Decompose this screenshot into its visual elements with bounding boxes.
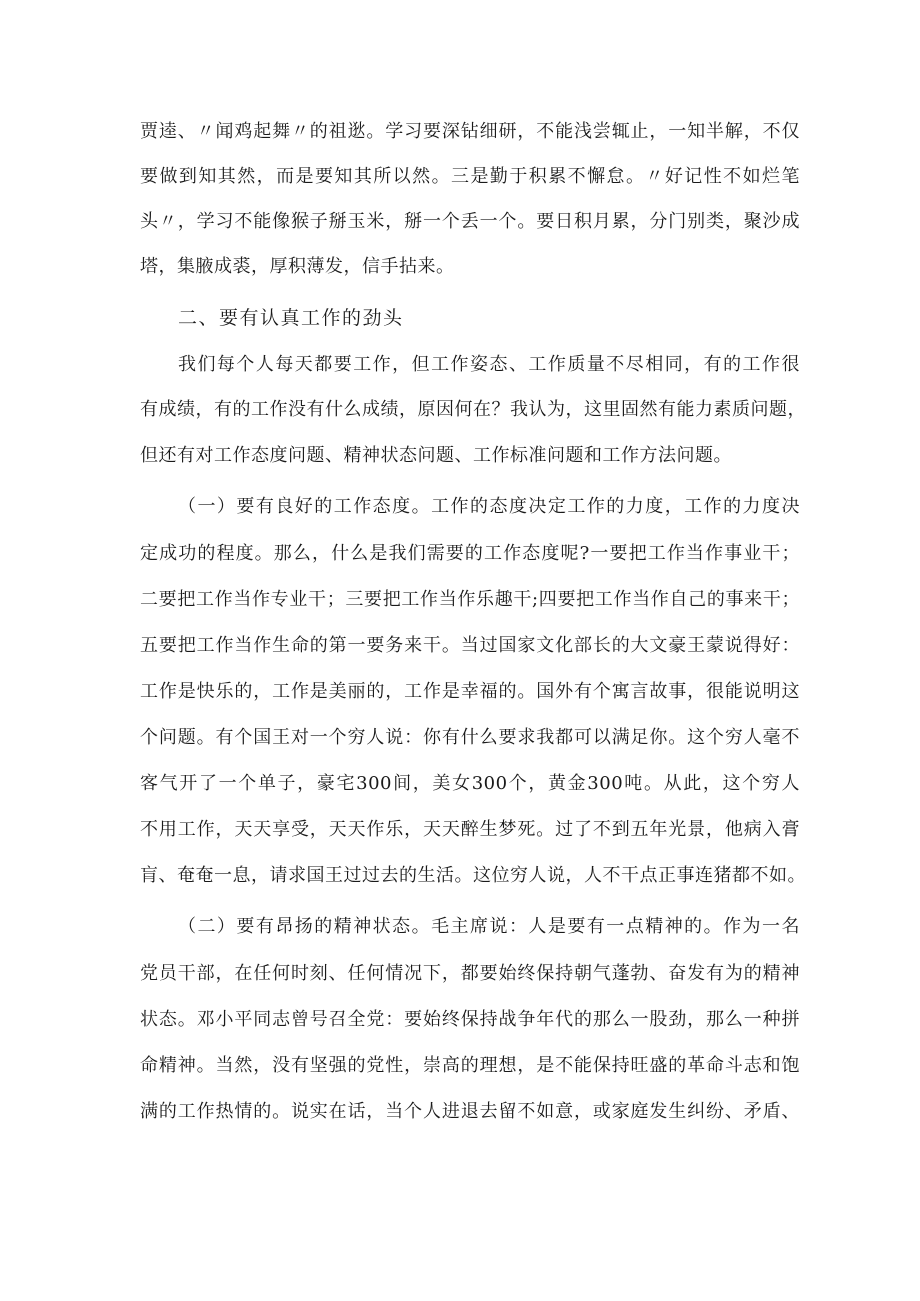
paragraph-4-line-4: 命精神。当然，没有坚强的党性，崇高的理想，是不能保持旺盛的革命斗志和饱 xyxy=(140,1055,800,1076)
paragraph-1-line-1: 贾逵、〃闻鸡起舞〃的祖逖。学习要深钻细研，不能浅尝辄止，一知半解，不仅 xyxy=(140,121,800,142)
paragraph-1-line-4: 塔，集腋成裘，厚积薄发，信手拈来。 xyxy=(140,256,455,277)
paragraph-3-line-2: 定成功的程度。那么，什么是我们需要的工作态度呢?一要把工作当作事业干； xyxy=(140,543,800,564)
paragraph-1-line-3: 头〃，学习不能像猴子掰玉米，掰一个丢一个。要日积月累，分门别类，聚沙成 xyxy=(140,211,800,232)
paragraph-2-line-2: 有成绩，有的工作没有什么成绩，原因何在？我认为，这里固然有能力素质问题， xyxy=(140,399,806,420)
paragraph-2-line-3: 但还有对工作态度问题、精神状态问题、工作标准问题和工作方法问题。 xyxy=(140,445,732,466)
paragraph-4-line-1: （二）要有昂扬的精神状态。毛主席说：人是要有一点精神的。作为一名 xyxy=(178,916,800,937)
paragraph-3-line-9: 肓、奄奄一息，请求国王过过去的生活。这位穷人说，人不干点正事连猪都不如。 xyxy=(140,865,806,886)
paragraph-3-line-4: 五要把工作当作生命的第一要务来干。当过国家文化部长的大文豪王蒙说得好： xyxy=(140,635,800,656)
paragraph-3-line-3: 二要把工作当作专业干；三要把工作当作乐趣干;四要把工作当作自己的事来干； xyxy=(140,589,800,610)
paragraph-2-line-1: 我们每个人每天都要工作，但工作姿态、工作质量不尽相同，有的工作很 xyxy=(178,354,800,375)
paragraph-4-line-5: 满的工作热情的。说实在话，当个人进退去留不如意，或家庭发生纠纷、矛盾、 xyxy=(140,1101,800,1122)
paragraph-3-line-6: 个问题。有个国王对一个穷人说：你有什么要求我都可以满足你。这个穷人毫不 xyxy=(140,727,800,748)
paragraph-1-line-2: 要做到知其然，而是要知其所以然。三是勤于积累不懈怠。〃好记性不如烂笔 xyxy=(140,166,800,187)
section-heading: 二、要有认真工作的劲头 xyxy=(178,307,404,329)
paragraph-3-line-5: 工作是快乐的，工作是美丽的，工作是幸福的。国外有个寓言故事，很能说明这 xyxy=(140,681,800,702)
paragraph-4-line-2: 党员干部，在任何时刻、任何情况下，都要始终保持朝气蓬勃、奋发有为的精神 xyxy=(140,963,800,984)
paragraph-3-line-7: 客气开了一个单子，豪宅300间，美女300个，黄金300吨。从此，这个穷人 xyxy=(140,773,800,794)
paragraph-3-line-8: 不用工作，天天享受，天天作乐，天天醉生梦死。过了不到五年光景，他病入膏 xyxy=(140,819,800,840)
paragraph-3-line-1: （一）要有良好的工作态度。工作的态度决定工作的力度，工作的力度决 xyxy=(178,496,800,517)
paragraph-4-line-3: 状态。邓小平同志曾号召全党：要始终保持战争年代的那么一股劲，那么一种拼 xyxy=(140,1009,800,1030)
